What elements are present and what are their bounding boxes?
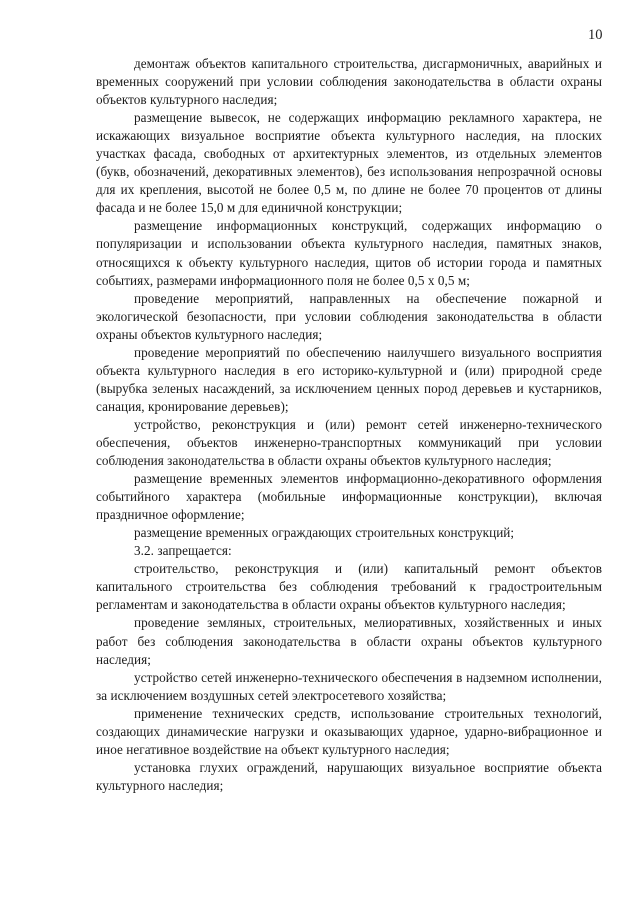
paragraph-information-structures: размещение информационных конструкций, содержащих информацию о популяризации и использовании объекта культурного наследия, памятных знаков, относящихся к объекту культурного наследия, щитов об истории города и памятных событиях, размерами информационного поля не более 0,5 х 0,5 м; bbox=[96, 218, 602, 288]
section-heading-prohibited: 3.2. запрещается: bbox=[134, 543, 232, 559]
page-number: 10 bbox=[588, 27, 603, 43]
paragraph-visual-perception-measures: проведение мероприятий по обеспечению наилучшего визуального восприятия объекта культурного наследия в его историко-культурной и (или) природной среде (вырубка зеленых насаждений, за исключением ценных пород деревьев и кустарников, санация, кронирование деревьев); bbox=[96, 344, 602, 414]
paragraph-fire-ecological-safety: проведение мероприятий, направленных на обеспечение пожарной и экологической безопасности, при условии соблюдения законодательства в области охраны объектов культурного наследия; bbox=[96, 290, 602, 342]
document-body bbox=[96, 55, 602, 795]
paragraph-solid-fences-prohibited: установка глухих ограждений, нарушающих визуальное восприятие объекта культурного наследия; bbox=[96, 759, 602, 793]
paragraph-dynamic-loads-prohibited: применение технических средств, использование строительных технологий, создающих динамические нагрузки и оказывающих ударное, ударно-вибрационное и иное негативное воздействие на объект культурного наследия; bbox=[96, 705, 602, 757]
paragraph-construction-prohibited: строительство, реконструкция и (или) капитальный ремонт объектов капитального строительства без соблюдения требований к градостроительным регламентам и законодательства в области охраны объектов культурного наследия; bbox=[96, 561, 602, 613]
paragraph-earthworks-prohibited: проведение земляных, строительных, мелиоративных, хозяйственных и иных работ без соблюдения законодательства в области охраны объектов культурного наследия; bbox=[96, 615, 602, 667]
paragraph-signboards: размещение вывесок, не содержащих информацию рекламного характера, не искажающих визуальное восприятие объекта культурного наследия, на плоских участках фасада, свободных от архитектурных элементов, из отдельных элементов (букв, обозначений, декоративных элементов), без использования непрозрачной основы для их крепления, высотой не более 0,5 м, по длине не более 70 процентов от длины фасада и не более 15,0 м для единичной конструкции; bbox=[96, 110, 602, 216]
paragraph-overhead-networks-prohibited: устройство сетей инженерно-технического обеспечения в надземном исполнении, за исключением воздушных сетей электросетевого хозяйства; bbox=[96, 669, 602, 703]
paragraph-engineering-networks: устройство, реконструкция и (или) ремонт сетей инженерно-технического обеспечения, объектов инженерно-транспортных коммуникаций при условии соблюдения законодательства в области охраны объектов культурного наследия; bbox=[96, 416, 602, 469]
paragraph-demolition: демонтаж объектов капитального строительства, дисгармоничных, аварийных и временных сооружений при условии соблюдения законодательства в области охраны объектов культурного наследия; bbox=[96, 56, 602, 108]
paragraph-temporary-decorative-elements: размещение временных элементов информационно-декоративного оформления событийного характера (мобильные информационные конструкции), включая праздничное оформление; bbox=[96, 471, 602, 523]
paragraph-temporary-fencing: размещение временных ограждающих строительных конструкций; bbox=[134, 525, 515, 541]
